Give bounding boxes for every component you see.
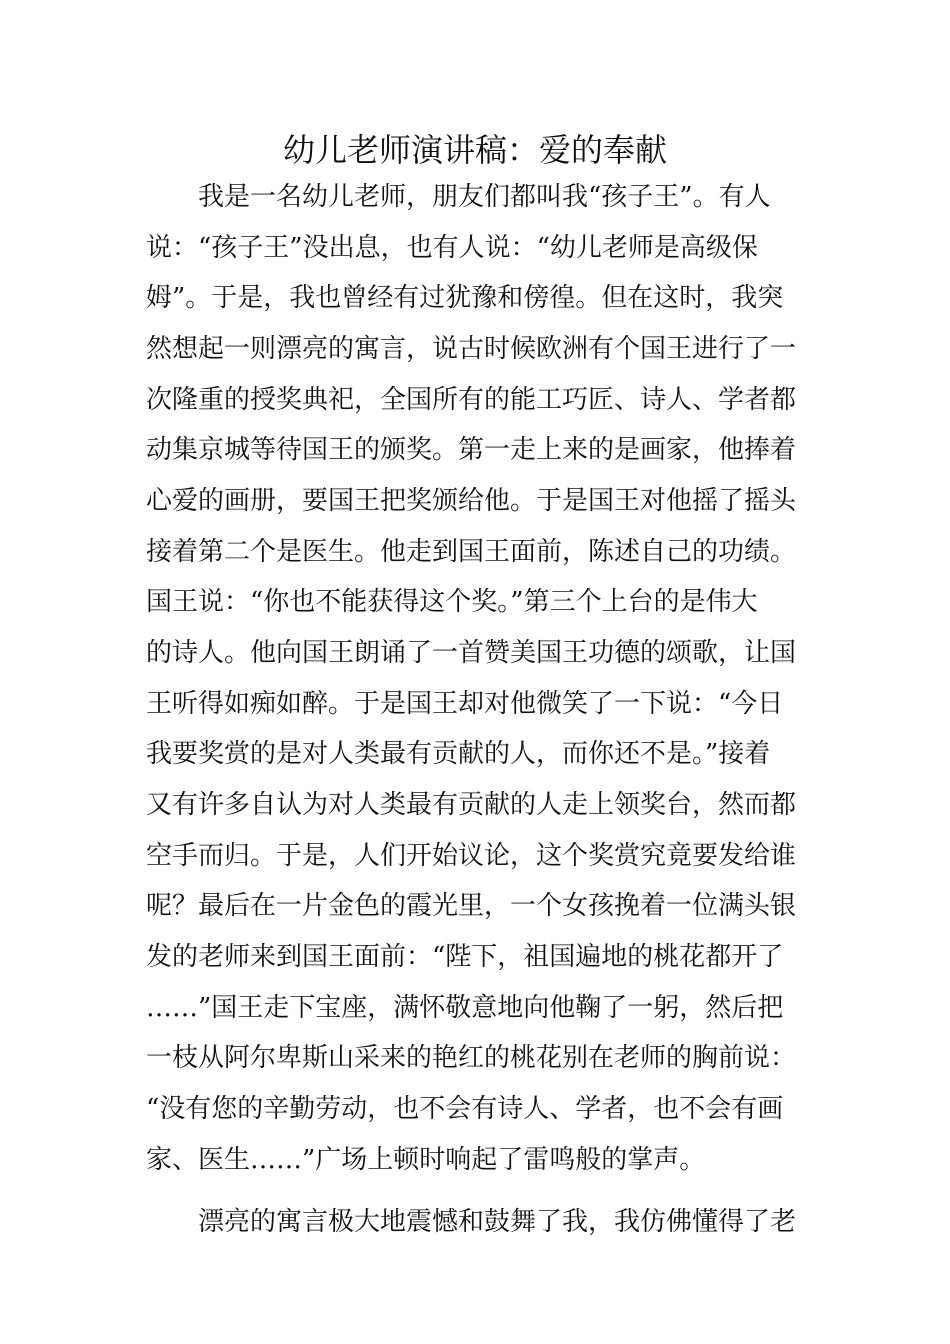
paragraph-1-line-3: 姆”。于是，我也曾经有过犹豫和傍徨。但在这时，我突 [146, 283, 784, 313]
paragraph-1-line-17: ……”国王走下宝座，满怀敬意地向他鞠了一躬，然后把 [146, 993, 784, 1023]
paragraph-1-line-4: 然想起一则漂亮的寓言，说古时候欧洲有个国王进行了一 [146, 334, 797, 364]
paragraph-1-line-11: 王听得如痴如醉。于是国王却对他微笑了一下说：“今日 [146, 689, 784, 719]
paragraph-1-line-2: 说：“孩子王”没出息，也有人说：“幼儿老师是高级保 [146, 233, 758, 263]
paragraph-1-line-1: 我是一名幼儿老师，朋友们都叫我“孩子王”。有人 [198, 182, 771, 212]
paragraph-1-line-19: “没有您的辛勤劳动，也不会有诗人、学者，也不会有画 [146, 1094, 784, 1124]
paragraph-2-line-1: 漂亮的寓言极大地震憾和鼓舞了我，我仿佛懂得了老 [198, 1207, 797, 1237]
paragraph-1-line-13: 又有许多自认为对人类最有贡献的人走上领奖台，然而都 [146, 790, 797, 820]
paragraph-1-line-9: 国王说：“你也不能获得这个奖。”第三个上台的是伟大 [146, 587, 758, 617]
paragraph-1-line-6: 动集京城等待国王的颁奖。第一走上来的是画家，他捧着 [146, 435, 797, 465]
paragraph-1-line-16: 发的老师来到国王面前：“陛下，祖国遍地的桃花都开了 [146, 942, 784, 972]
paragraph-1-line-10: 的诗人。他向国王朗诵了一首赞美国王功德的颂歌，让国 [146, 638, 797, 668]
paragraph-1-line-20: 家、医生……”广场上顿时响起了雷鸣般的掌声。 [146, 1145, 706, 1175]
document-title: 幼儿老师演讲稿：爱的奉献 [282, 131, 667, 169]
paragraph-1-line-12: 我要奖赏的是对人类最有贡献的人，而你还不是。”接着 [146, 739, 771, 769]
paragraph-1-line-18: 一枝从阿尔卑斯山采来的艳红的桃花别在老师的胸前说： [146, 1043, 797, 1073]
paragraph-1-line-14: 空手而归。于是，人们开始议论，这个奖赏究竟要发给谁 [146, 841, 797, 871]
paragraph-1-line-7: 心爱的画册，要国王把奖颁给他。于是国王对他摇了摇头 [146, 486, 797, 516]
paragraph-1-line-15: 呢？最后在一片金色的霞光里，一个女孩挽着一位满头银 [146, 891, 797, 921]
paragraph-1-line-8: 接着第二个是医生。他走到国王面前，陈述自己的功绩。 [146, 537, 797, 567]
paragraph-1-line-5: 次隆重的授奖典祀，全国所有的能工巧匠、诗人、学者都 [146, 385, 797, 415]
